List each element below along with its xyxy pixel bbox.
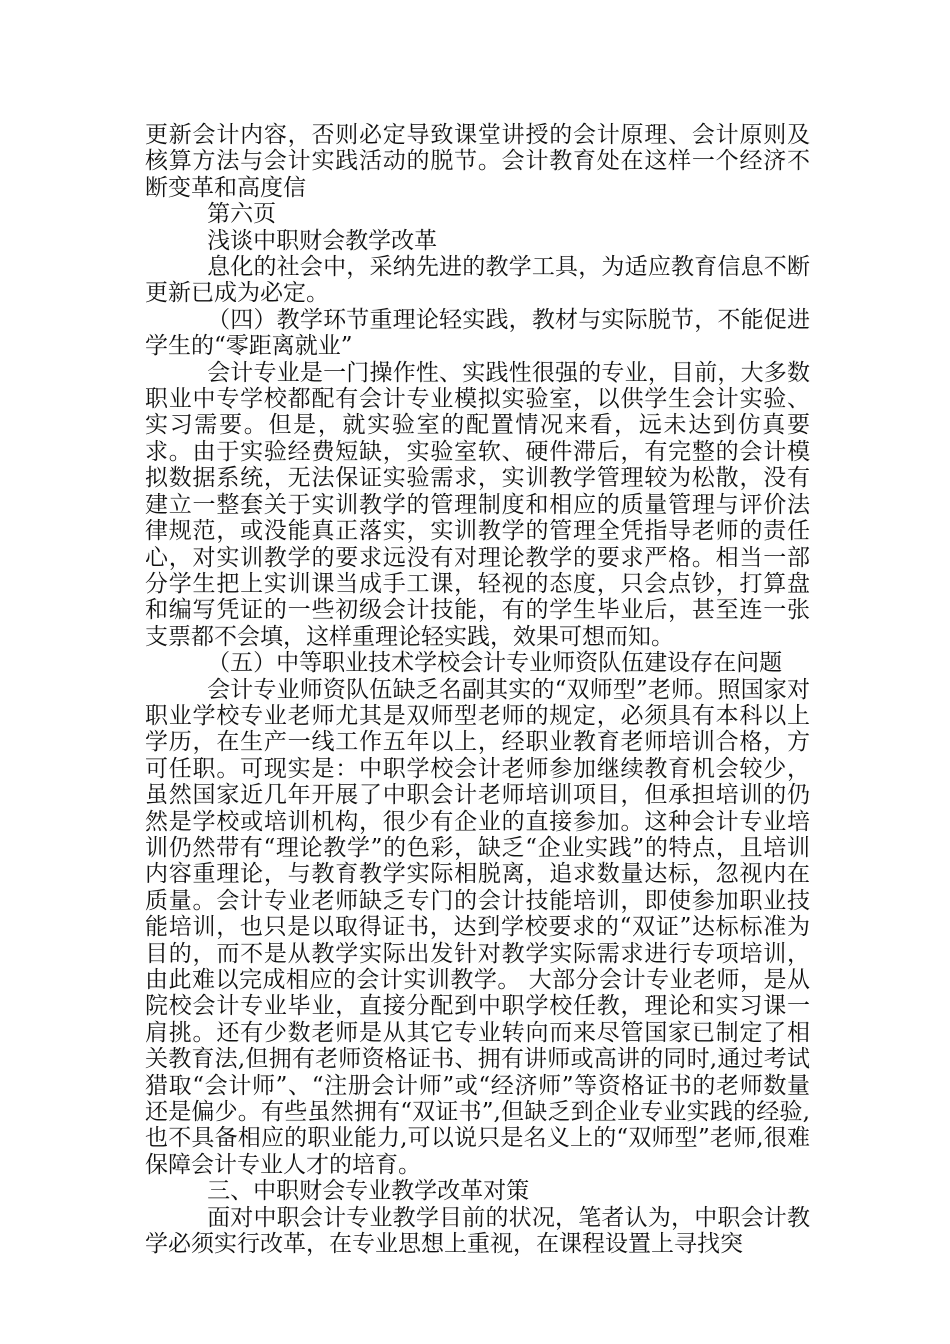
document-body bbox=[145, 122, 810, 1257]
running-title: 浅谈中职财会教学改革 bbox=[207, 227, 438, 254]
paragraph-informatization: 息化的社会中，采纳先进的教学工具，为适应教育信息不断更新已成为必定。 bbox=[145, 254, 810, 307]
section-heading-3: 三、中职财会专业教学改革对策 bbox=[207, 1178, 530, 1205]
paragraph-countermeasures: 面对中职会计专业教学目前的状况，笔者认为，中职会计教学必须实行改革，在专业思想上重视，在课程设置上寻找突 bbox=[145, 1204, 810, 1258]
paragraph-practice: 会计专业是一门操作性、实践性很强的专业，目前，大多数职业中专学校都配有会计专业模拟实验室，以供学生会计实验、实习需要。但是，就实验室的配置情况来看，远未达到仿真要求。由于实验经费短缺，实验室软、硬件滞后，有完整的会计模拟数据系统，无法保证实验需求，实训教学管理较为松散，没有建立一整套关于实训教学的管理制度和相应的质量管理与评价法律规范，或没能真正落实，实训教学的管理全凭指导老师的责任心，对实训教学的要求远没有对理论教学的要求严格。相当一部分学生把上实训课当成手工课，轻视的态度，只会点钞，打算盘和编写凭证的一些初级会计技能，有的学生毕业后，甚至连一张支票都不会填，这样重理论轻实践，效果可想而知。 bbox=[145, 359, 810, 650]
section-heading-5: （五）中等职业技术学校会计专业师资队伍建设存在问题 bbox=[207, 650, 783, 677]
paragraph-teachers: 会计专业师资队伍缺乏名副其实的“双师型”老师。照国家对职业学校专业老师尤其是双师型老师的规定，必须具有本科以上学历，在生产一线工作五年以上，经职业教育老师培训合格，方可任职。可现实是：中职学校会计老师参加继续教育机会较少，虽然国家近几年开展了中职会计老师培训项目，但承担培训的仍然是学校或培训机构，很少有企业的直接参加。这种会计专业培训仍然带有“理论教学”的色彩，缺乏“企业实践”的特点，且培训内容重理论，与教育教学实际相脱离，追求数量达标，忽视内在质量。会计专业老师缺乏专门的会计技能培训，即使参加职业技能培训，也只是以取得证书，达到学校要求的“双证”达标标准为目的，而不是从教学实际出发针对教学实际需求进行专项培训，由此难以完成相应的会计实训教学。 大部分会计专业老师，是从院校会计专业毕业，直接分配到中职学校任教，理论和实习课一肩挑。还有少数老师是从其它专业转向而来尽管国家已制定了相关教育法,但拥有老师资格证书、拥有讲师或高讲的同时,通过考试猎取“会计师”、“注册会计师”或“经济师”等资格证书的老师数量还是偏少。有些虽然拥有“双证书”,但缺乏到企业专业实践的经验,也不具备相应的职业能力,可以说只是名义上的“双师型”老师,很难保障会计专业人才的培育。 bbox=[145, 676, 810, 1178]
section-heading-4: （四）教学环节重理论轻实践，教材与实际脱节，不能促进学生的“零距离就业” bbox=[145, 306, 810, 360]
page-marker: 第六页 bbox=[207, 201, 277, 228]
paragraph-continuation: 更新会计内容，否则必定导致课堂讲授的会计原理、会计原则及核算方法与会计实践活动的脱节。会计教育处在这样一个经济不断变革和高度信 bbox=[145, 122, 810, 201]
